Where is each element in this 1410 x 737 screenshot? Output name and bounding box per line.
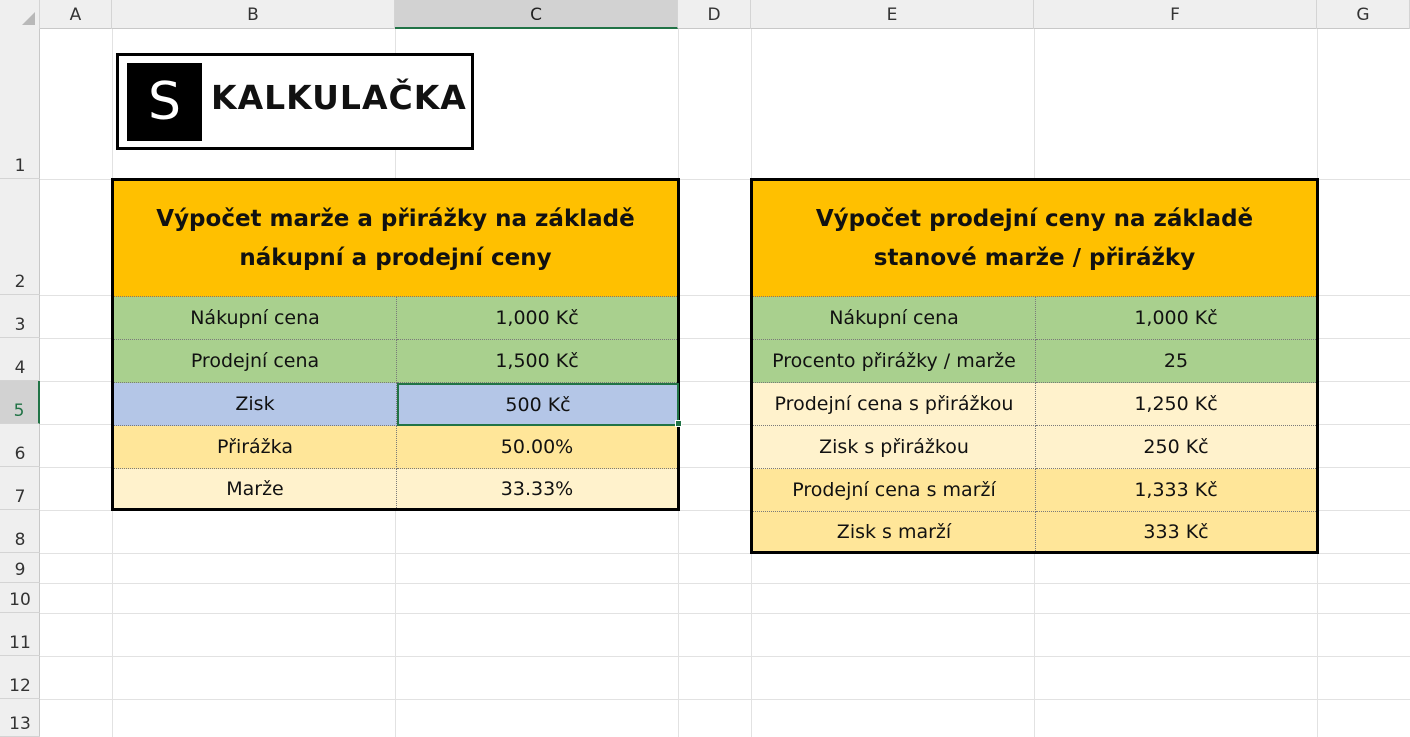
table1-label-selling-price[interactable]: Prodejní cena (114, 340, 397, 383)
kalkulacka-logo (116, 53, 474, 150)
table1-value-selling-price[interactable]: 1,500 Kč (397, 340, 677, 383)
row-header-12[interactable]: 12 (0, 656, 40, 699)
column-header-a[interactable]: A (40, 0, 112, 29)
column-header-c[interactable]: C (395, 0, 678, 29)
row-header-6[interactable]: 6 (0, 424, 40, 467)
logo-letter-box: S (127, 63, 202, 141)
row-header-3[interactable]: 3 (0, 295, 40, 338)
column-header-g[interactable]: G (1317, 0, 1410, 29)
table2-label-profit-with-markup[interactable]: Zisk s přirážkou (753, 426, 1036, 469)
column-header-e[interactable]: E (751, 0, 1034, 29)
row-header-9[interactable]: 9 (0, 553, 40, 583)
table2-value-profit-with-markup[interactable]: 250 Kč (1036, 426, 1316, 469)
table2-label-purchase-price[interactable]: Nákupní cena (753, 297, 1036, 340)
table2-label-price-with-markup[interactable]: Prodejní cena s přirážkou (753, 383, 1036, 426)
table1-label-profit[interactable]: Zisk (114, 383, 397, 426)
row-header-11[interactable]: 11 (0, 613, 40, 656)
table1-label-purchase-price[interactable]: Nákupní cena (114, 297, 397, 340)
table2-label-percent[interactable]: Procento přirážky / marže (753, 340, 1036, 383)
table2-value-price-with-margin[interactable]: 1,333 Kč (1036, 469, 1316, 512)
selling-price-table (750, 178, 1319, 554)
table2-title[interactable]: Výpočet prodejní ceny na základě stanové marže / přirážky (753, 181, 1316, 297)
select-all-corner[interactable] (0, 0, 40, 29)
table2-label-profit-with-margin[interactable]: Zisk s marží (753, 512, 1036, 551)
table2-value-profit-with-margin[interactable]: 333 Kč (1036, 512, 1316, 551)
row-header-2[interactable]: 2 (0, 179, 40, 295)
row-header-13[interactable]: 13 (0, 699, 40, 737)
table2-value-price-with-markup[interactable]: 1,250 Kč (1036, 383, 1316, 426)
column-header-f[interactable]: F (1034, 0, 1317, 29)
row-header-8[interactable]: 8 (0, 510, 40, 553)
row-header-10[interactable]: 10 (0, 583, 40, 613)
table1-value-margin[interactable]: 33.33% (397, 469, 677, 508)
table1-value-markup[interactable]: 50.00% (397, 426, 677, 469)
table1-label-margin[interactable]: Marže (114, 469, 397, 508)
table2-value-percent[interactable]: 25 (1036, 340, 1316, 383)
row-header-4[interactable]: 4 (0, 338, 40, 381)
logo-text: KALKULAČKA (211, 78, 467, 117)
table1-label-markup[interactable]: Přirážka (114, 426, 397, 469)
table1-value-profit-active-cell[interactable]: 500 Kč (397, 383, 679, 426)
fill-handle[interactable] (675, 420, 682, 427)
select-all-triangle-icon (22, 12, 35, 25)
row-header-7[interactable]: 7 (0, 467, 40, 510)
table1-title[interactable]: Výpočet marže a přirážky na základě nákupní a prodejní ceny (114, 181, 677, 297)
table1-value-purchase-price[interactable]: 1,000 Kč (397, 297, 677, 340)
margin-markup-table (111, 178, 680, 511)
row-header-5[interactable]: 5 (0, 381, 40, 424)
row-header-1[interactable]: 1 (0, 29, 40, 179)
column-header-b[interactable]: B (112, 0, 395, 29)
table2-label-price-with-margin[interactable]: Prodejní cena s marží (753, 469, 1036, 512)
table2-value-purchase-price[interactable]: 1,000 Kč (1036, 297, 1316, 340)
column-header-d[interactable]: D (678, 0, 751, 29)
